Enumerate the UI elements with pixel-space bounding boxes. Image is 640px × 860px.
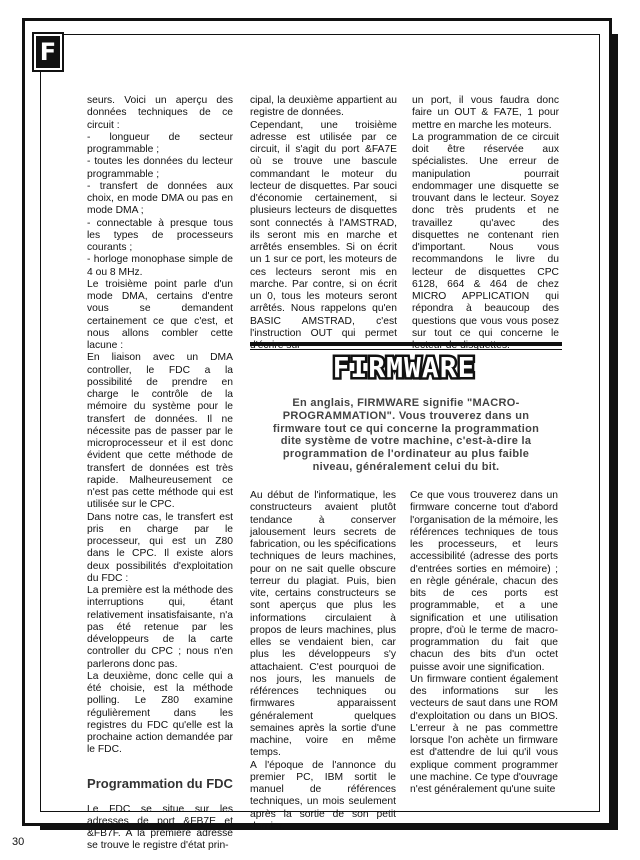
col2-paragraph: Cependant, une troisième adresse est utilisée par ce circuit, il s'agit du port &FA7E où se trouve une bascule commandant le moteur du lecteur de disquettes. Par souci d'économie certainement, si plusieurs lecteurs de disquettes sont connectés à l'AMSTRAD, ils seront mis en marche et arrêtés ensembles. Si on écrit un 1 sur ce port, les moteurs de ces lecteurs seront mis en marche. Par contre, si on écrit un 0, tous les moteurs seront arrêtés. Nous rappelons qu'en BASIC AMSTRAD, c'est l'instruction OUT qui permet — [250, 119, 397, 339]
col5-paragraph: Un firmware contient également des informations sur les vecteurs de saut dans une ROM d'exploitation ou dans un BIOS. L'erreur à ne pas commettre lorsque l'on achète un firmware est d'attendre de lui qu'il vous explique comment programmer une machine. Ce type d'ouvrage n'est généralement qu'une suite — [410, 673, 558, 795]
col1-paragraph: - transfert de données aux choix, en mode DMA ou pas en mode DMA ; — [87, 180, 233, 217]
col1-paragraph: - horloge monophase simple de 4 ou 8 MHz. — [87, 254, 233, 278]
col1-paragraph: Le troisième point parle d'un mode DMA, certains d'entre vous se demandent certainement ce que c'est, et nous allons combler cette lacune : — [87, 278, 233, 351]
col1-paragraph: Le FDC se situe sur les adresses de port &FB7E et &FB7F. A la première adresse se trouve le registre d'état prin- — [87, 803, 233, 852]
text-column-2 — [250, 95, 397, 352]
col5-paragraph: Ce que vous trouverez dans un firmware concerne tout d'abord l'organisation de la mémoire, les références techniques de tous les processeurs, et leurs accessibilité (adresse des ports d'entrées sorties en mémoire) ; en règle générale, chacun des bits de ces ports est programmable, et a une signification et une utilisation propre, d'où le terme de macro-programmation du fait que chacun des bits d'un octet puisse avoir une signification. — [410, 490, 558, 673]
firmware-banner — [318, 352, 490, 384]
text-column-3 — [412, 95, 559, 352]
col4-paragraph: A l'époque de l'annonce du premier PC, IBM sortit le manuel de références techniques, un mois seulement après la sortie de son petit dernier. — [250, 759, 396, 832]
banner-title: FIRMWARE — [332, 352, 476, 384]
page-number: 30 — [12, 836, 25, 848]
col1-paragraph: La deuxième, donc celle qui a été choisie, est la méthode polling. Le Z80 examine régulièrement dans les registres du FDC qu'elle est la prochaine action demandée par le FDC. — [87, 670, 233, 756]
col3-paragraph: un port, il vous faudra donc faire un OUT & FA7E, 1 pour mettre en marche les moteurs. — [412, 95, 559, 131]
text-column-4 — [250, 490, 396, 833]
text-column-5 — [410, 490, 558, 796]
frame-shadow-right — [612, 34, 618, 829]
col1-paragraph: seurs. Voici un aperçu des données techniques de ce circuit : — [87, 95, 233, 131]
section-logo: F — [34, 34, 62, 70]
section-heading: Programmation du FDC — [87, 775, 233, 791]
col2-paragraph: cipal, la deuxième appartient au registre de données. — [250, 95, 397, 119]
col1-paragraph: En liaison avec un DMA controller, le FDC a la possibilité de prendre en charge le contrôle de la mémoire du système pour le transfert de données. Il ne nécessite pas de passer par le microprocesseur et il est donc évident que cette méthode de transfert de données est très rapide. Malheureusement ce n'est pas cette méthode qui est utilisée sur le CPC. — [87, 352, 233, 511]
banner-rule-thick — [250, 342, 562, 346]
col3-paragraph: La programmation de ce circuit doit être réservée aux spécialistes. Une erreur de manipulation pourrait endommager une disquette se trouvant dans le lecteur. Soyez donc très prudents et ne travaillez qu'avec des disquettes ne contenant rien d'important. Nous vous recommandons le livre du lecteur de disquettes CPC 6128, 664 & 464 de chez MICRO APPLICATION qui répondra à beaucoup des questions que vous vous posez sur tout ce qui concerne le — [412, 131, 559, 339]
banner-rule-thin — [250, 349, 562, 350]
col1-paragraph: - connectable à presque tous les types de processeurs courants ; — [87, 217, 233, 253]
col4-paragraph: Au début de l'informatique, les constructeurs avaient plutôt tendance à conserver jalousement leurs secrets de fabrication, ou les spécifications techniques de leurs machines, pour on ne sait quelle obscure terreur du plagiat. Puis, bien vite, certains constructeurs se sont aperçus que plus les informations circulaient à propos de leurs machines, plus elles se vendaient bien, car plus les développeurs s'y attachaient. C'est pourquoi de nos jours, les manuels de références techniques ou firmwares apparaissent généralement quelques semaines après la sortie d'une machine, voire en même temps. — [250, 490, 396, 759]
firmware-intro: En anglais, FIRMWARE signifie "MACRO-PROGRAMMATION". Vous trouverez dans un firmware tout ce qui concerne la programmation dite système de votre machine, c'est-à-dire la programmation de l'ordinateur au plus faible niveau, généralement celui du bit. — [272, 397, 540, 473]
col1-paragraph: La première est la méthode des interruptions qui, étant relativement insatisfaisante, n'a pas été retenue par les développeurs de la carte controller du CPC ; nous n'en parlerons donc pas. — [87, 585, 233, 670]
col1-paragraph: - longueur de secteur programmable ; — [87, 131, 233, 155]
col1-paragraph: - toutes les données du lecteur programmable ; — [87, 156, 233, 180]
col1-paragraph: Dans notre cas, le transfert est pris en charge par le processeur, qui est un Z80 dans le CPC. Il existe alors deux possibilités d'exploitation du FDC : — [87, 511, 233, 584]
text-column-1 — [87, 95, 233, 853]
